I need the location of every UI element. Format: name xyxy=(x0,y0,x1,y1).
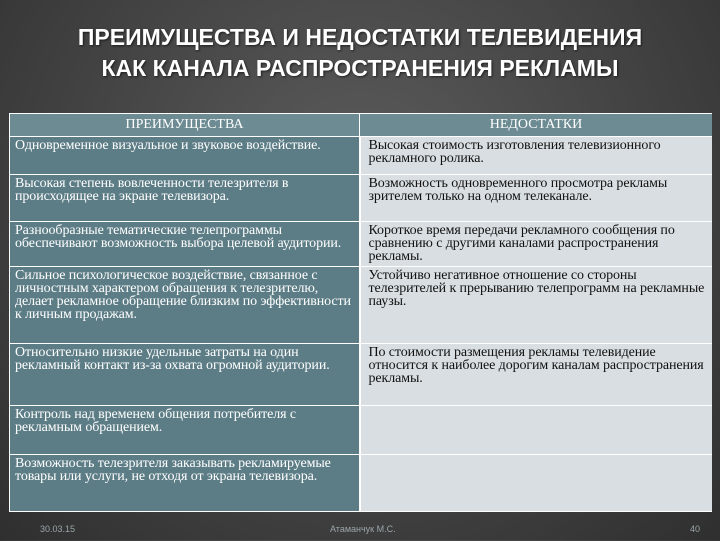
table-row xyxy=(10,267,713,344)
advantage-cell: Высокая степень вовлеченности телезрителя в происходящее на экране телевизора. xyxy=(10,175,360,222)
advantage-cell: Разнообразные тематические телепрограммы обеспечивают возможность выбора целевой аудитории. xyxy=(10,222,360,267)
footer-author: Атаманчук М.С. xyxy=(330,524,396,534)
disadvantage-cell xyxy=(360,406,713,455)
footer-date: 30.03.15 xyxy=(40,524,76,534)
disadvantage-cell: Возможность одновременного просмотра рекламы зрителем только на одном телеканале. xyxy=(360,175,713,222)
advantage-cell: Относительно низкие удельные затраты на один рекламный контакт из-за охвата огромной аудитории. xyxy=(10,344,360,406)
table-row xyxy=(10,406,713,455)
header-advantages: ПРЕИМУЩЕСТВА xyxy=(10,114,360,137)
footer-page-number: 40 xyxy=(690,524,701,534)
advantage-cell: Одновременное визуальное и звуковое воздействие. xyxy=(10,137,360,175)
disadvantage-cell: Короткое время передачи рекламного сообщения по сравнению с другими каналами распространения рекламы. xyxy=(360,222,713,267)
disadvantage-cell: По стоимости размещения рекламы телевидение относится к наиболее дорогим каналам распространения рекламы. xyxy=(360,344,713,406)
comparison-table-container xyxy=(9,113,712,541)
table-row xyxy=(10,222,713,267)
table-row xyxy=(10,175,713,222)
header-disadvantages: НЕДОСТАТКИ xyxy=(360,114,713,137)
comparison-table xyxy=(9,113,712,512)
advantage-cell: Возможность телезрителя заказывать рекламируемые товары или услуги, не отходя от экрана телевизора. xyxy=(10,455,360,512)
disadvantage-cell: Высокая стоимость изготовления телевизионного рекламного ролика. xyxy=(360,137,713,175)
advantage-cell: Сильное психологическое воздействие, связанное с личностным характером обращения к телезрителю, делает рекламное обращение близким по эффективности к личным продажам. xyxy=(10,267,360,344)
advantage-cell: Контроль над временем общения потребителя с рекламным обращением. xyxy=(10,406,360,455)
disadvantage-cell xyxy=(360,455,713,512)
table-header-row xyxy=(10,114,713,137)
table-row xyxy=(10,344,713,406)
slide-title: ПРЕИМУЩЕСТВА И НЕДОСТАТКИ ТЕЛЕВИДЕНИЯ КАК КАНАЛА РАСПРОСТРАНЕНИЯ РЕКЛАМЫ xyxy=(77,24,643,81)
table-row xyxy=(10,137,713,175)
table-row xyxy=(10,455,713,512)
disadvantage-cell: Устойчиво негативное отношение со стороны телезрителей к прерыванию телепрограмм на рекламные паузы. xyxy=(360,267,713,344)
